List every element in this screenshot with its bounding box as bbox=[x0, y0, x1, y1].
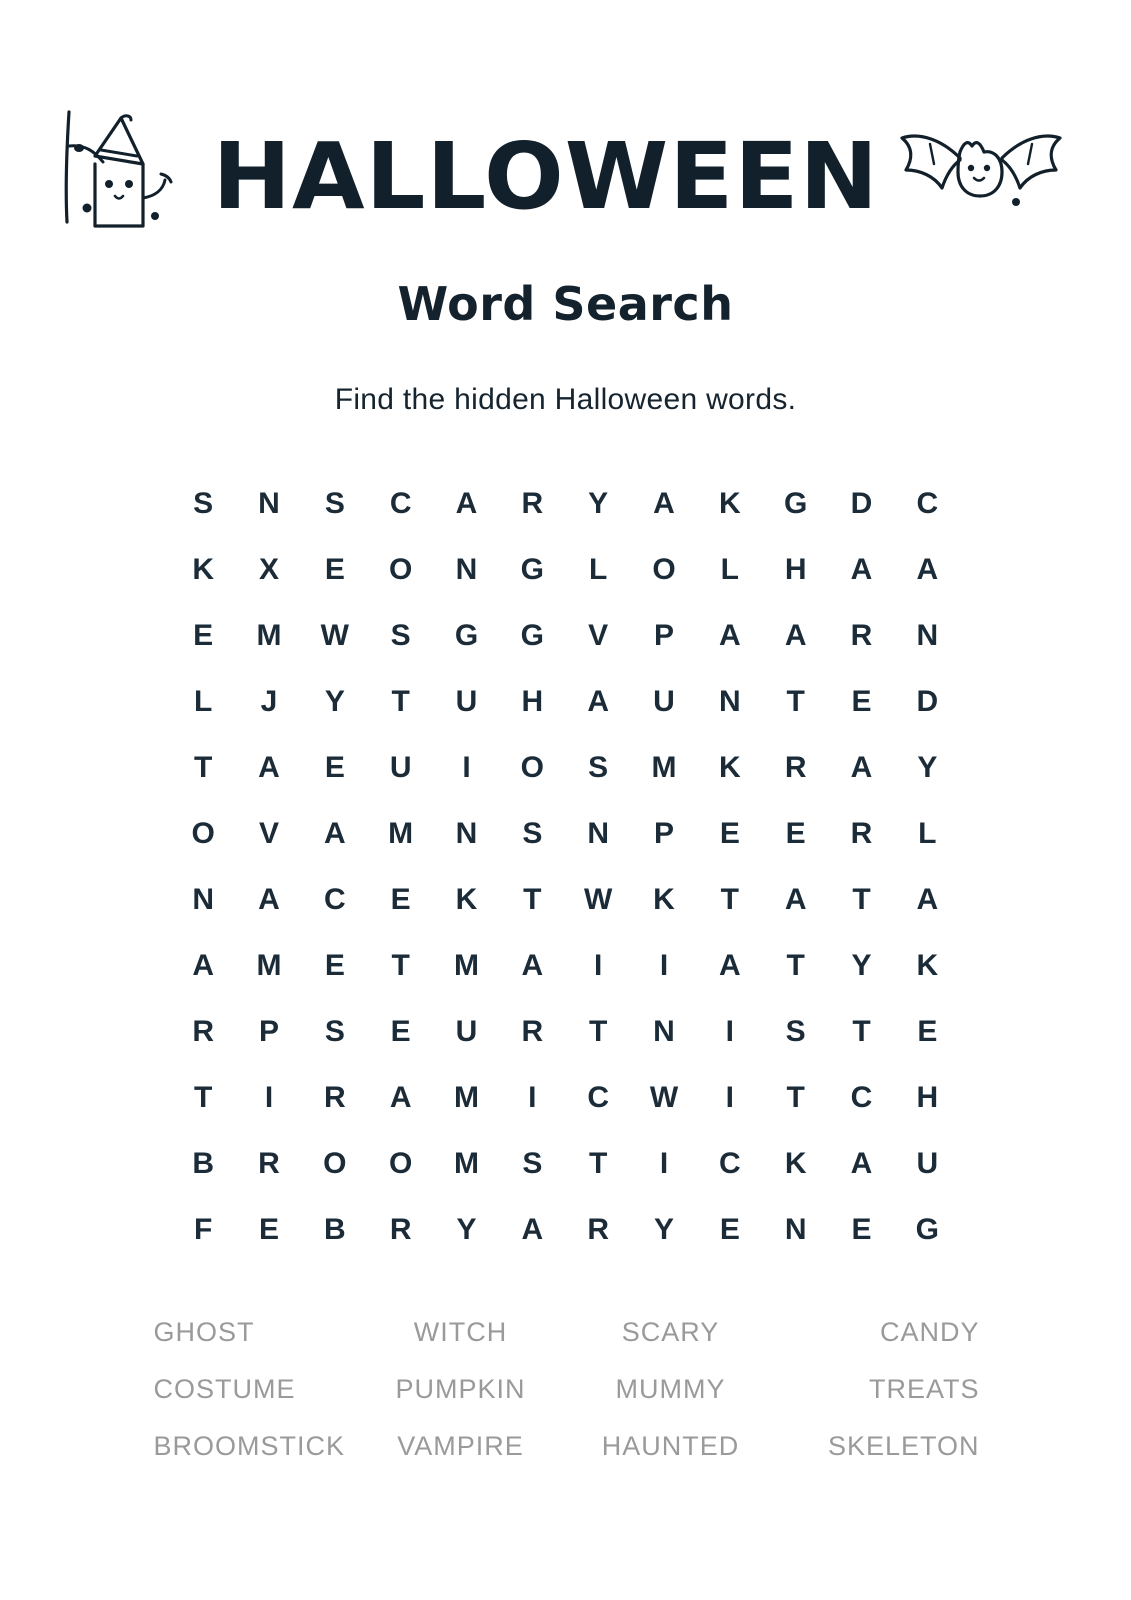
grid-cell: N bbox=[653, 1015, 676, 1048]
grid-cell: S bbox=[588, 751, 609, 784]
grid-row bbox=[171, 537, 961, 603]
grid-cell: W bbox=[649, 1081, 679, 1114]
grid-row bbox=[171, 1065, 961, 1131]
grid-cell: A bbox=[784, 883, 807, 916]
grid-cell: R bbox=[784, 751, 807, 784]
grid-cell: E bbox=[324, 751, 346, 784]
grid-cell: I bbox=[462, 751, 472, 784]
grid-row bbox=[171, 867, 961, 933]
grid-cell: M bbox=[453, 1081, 480, 1114]
grid-cell: Y bbox=[588, 487, 609, 520]
grid-cell: Y bbox=[851, 949, 872, 982]
grid-cell: R bbox=[850, 619, 873, 652]
word-list-item: WITCH bbox=[413, 1317, 508, 1347]
grid-cell: M bbox=[256, 619, 282, 652]
grid-cell: I bbox=[264, 1081, 274, 1114]
grid-cell: N bbox=[587, 817, 610, 850]
grid-cell: H bbox=[784, 553, 807, 586]
grid-cell: R bbox=[323, 1081, 347, 1114]
grid-cell: N bbox=[258, 487, 281, 520]
grid-cell: M bbox=[453, 949, 480, 982]
grid-cell: C bbox=[718, 1147, 742, 1180]
grid-cell: T bbox=[391, 949, 411, 982]
word-list-item: SCARY bbox=[621, 1317, 720, 1347]
grid-row bbox=[171, 603, 961, 669]
word-list-item: CANDY bbox=[879, 1317, 980, 1347]
grid-cell: I bbox=[659, 949, 669, 982]
grid-cell: S bbox=[522, 817, 543, 850]
grid-cell: I bbox=[725, 1015, 735, 1048]
grid-cell: T bbox=[852, 1015, 872, 1048]
grid-cell: W bbox=[584, 883, 613, 916]
grid-row bbox=[171, 1197, 961, 1263]
grid-cell: U bbox=[653, 685, 676, 718]
grid-cell: N bbox=[916, 619, 939, 652]
grid-cell: A bbox=[192, 949, 215, 982]
grid-cell: I bbox=[659, 1147, 669, 1180]
grid-cell: E bbox=[851, 1213, 872, 1246]
grid-cell: G bbox=[454, 619, 479, 652]
grid-cell: U bbox=[916, 1147, 939, 1180]
grid-cell: D bbox=[850, 487, 873, 520]
word-list-item: COSTUME bbox=[153, 1374, 296, 1404]
grid-cell: S bbox=[522, 1147, 543, 1180]
grid-cell: K bbox=[916, 949, 939, 982]
grid-cell: R bbox=[850, 817, 873, 850]
grid-cell: A bbox=[653, 487, 676, 520]
grid-cell: T bbox=[786, 685, 806, 718]
word-list-row bbox=[146, 1431, 986, 1462]
grid-cell: B bbox=[323, 1213, 347, 1246]
grid-cell: I bbox=[528, 1081, 537, 1114]
grid-cell: Y bbox=[456, 1213, 477, 1246]
grid-cell: J bbox=[260, 685, 278, 718]
grid-cell: V bbox=[258, 817, 280, 850]
grid-cell: M bbox=[388, 817, 414, 850]
grid-cell: A bbox=[521, 949, 544, 982]
grid-cell: A bbox=[850, 1147, 873, 1180]
grid-cell: E bbox=[390, 883, 412, 916]
grid-cell: G bbox=[915, 1213, 940, 1246]
grid-cell: E bbox=[390, 1015, 412, 1048]
word-list-item: PUMPKIN bbox=[395, 1374, 526, 1404]
grid-row bbox=[171, 999, 961, 1065]
grid-cell: T bbox=[391, 685, 411, 718]
page-title: HALLOWEEN bbox=[212, 122, 879, 230]
grid-cell: N bbox=[455, 817, 478, 850]
grid-cell: L bbox=[589, 553, 608, 586]
grid-cell: C bbox=[916, 487, 939, 520]
grid-cell: U bbox=[455, 685, 478, 718]
grid-cell: E bbox=[193, 619, 214, 652]
grid-cell: V bbox=[588, 619, 609, 652]
grid-cell: A bbox=[718, 949, 742, 982]
grid-cell: T bbox=[589, 1015, 608, 1048]
grid-cell: Y bbox=[324, 685, 346, 718]
grid-cell: G bbox=[520, 619, 545, 652]
grid-cell: M bbox=[453, 1147, 480, 1180]
grid-cell: N bbox=[455, 553, 478, 586]
word-list-row bbox=[146, 1374, 986, 1405]
grid-cell: H bbox=[916, 1081, 939, 1114]
grid-cell: C bbox=[389, 487, 412, 520]
grid-cell: O bbox=[323, 1147, 347, 1180]
grid-cell: S bbox=[785, 1015, 807, 1048]
grid-cell: N bbox=[784, 1213, 807, 1246]
grid-cell: E bbox=[324, 553, 346, 586]
grid-cell: O bbox=[652, 553, 677, 586]
grid-cell: L bbox=[194, 685, 213, 718]
grid-cell: T bbox=[523, 883, 542, 916]
grid-cell: Y bbox=[917, 751, 938, 784]
grid-cell: W bbox=[320, 619, 350, 652]
word-list-item: MUMMY bbox=[615, 1374, 726, 1404]
page-header bbox=[0, 0, 1131, 249]
grid-cell: A bbox=[850, 751, 873, 784]
grid-cell: T bbox=[194, 1081, 213, 1114]
grid-cell: H bbox=[521, 685, 544, 718]
grid-row bbox=[171, 735, 961, 801]
word-list-item: BROOMSTICK bbox=[153, 1431, 346, 1461]
grid-cell: A bbox=[784, 619, 807, 652]
word-list-item: VAMPIRE bbox=[397, 1431, 524, 1461]
grid-cell: A bbox=[323, 817, 347, 850]
word-list-item: GHOST bbox=[153, 1317, 255, 1347]
grid-cell: R bbox=[521, 487, 544, 520]
grid-cell: E bbox=[719, 817, 741, 850]
grid-cell: R bbox=[521, 1015, 544, 1048]
grid-cell: A bbox=[389, 1081, 412, 1114]
grid-cell: R bbox=[192, 1015, 215, 1048]
grid-cell: T bbox=[786, 949, 806, 982]
grid-cell: K bbox=[455, 883, 478, 916]
grid-cell: O bbox=[388, 553, 413, 586]
grid-cell: M bbox=[651, 751, 677, 784]
grid-cell: G bbox=[520, 553, 545, 586]
grid-cell: O bbox=[520, 751, 545, 784]
grid-cell: P bbox=[653, 817, 675, 850]
grid-cell: A bbox=[258, 883, 281, 916]
grid-cell: L bbox=[720, 553, 740, 586]
instruction-text: Find the hidden Halloween words. bbox=[334, 383, 797, 416]
word-list-item: TREATS bbox=[868, 1374, 980, 1404]
grid-cell: F bbox=[194, 1213, 213, 1246]
grid-cell: M bbox=[256, 949, 282, 982]
grid-cell: E bbox=[785, 817, 807, 850]
grid-cell: A bbox=[916, 883, 939, 916]
grid-cell: I bbox=[725, 1081, 735, 1114]
grid-cell: R bbox=[258, 1147, 281, 1180]
grid-cell: R bbox=[389, 1213, 412, 1246]
grid-cell: O bbox=[388, 1147, 413, 1180]
grid-cell: K bbox=[784, 1147, 807, 1180]
bat-icon bbox=[890, 114, 1080, 239]
grid-cell: A bbox=[521, 1213, 544, 1246]
word-list-row bbox=[146, 1317, 986, 1348]
grid-row bbox=[171, 669, 961, 735]
grid-cell: T bbox=[852, 883, 872, 916]
grid-row bbox=[171, 1131, 961, 1197]
grid-cell: K bbox=[653, 883, 676, 916]
grid-cell: D bbox=[916, 685, 939, 718]
grid-cell: P bbox=[653, 619, 675, 652]
grid-cell: I bbox=[593, 949, 603, 982]
grid-cell: A bbox=[718, 619, 742, 652]
grid-cell: N bbox=[718, 685, 742, 718]
grid-row bbox=[171, 933, 961, 999]
grid-cell: L bbox=[918, 817, 937, 850]
word-list-item: SKELETON bbox=[827, 1431, 980, 1461]
grid-cell: N bbox=[192, 883, 215, 916]
grid-cell: A bbox=[455, 487, 478, 520]
witch-cat-icon bbox=[51, 104, 201, 249]
grid-cell: K bbox=[718, 751, 742, 784]
grid-cell: U bbox=[455, 1015, 478, 1048]
grid-cell: E bbox=[324, 949, 346, 982]
grid-cell: T bbox=[786, 1081, 806, 1114]
grid-cell: C bbox=[587, 1081, 610, 1114]
grid-cell: U bbox=[389, 751, 412, 784]
grid-cell: E bbox=[851, 685, 872, 718]
grid-cell: G bbox=[783, 487, 808, 520]
grid-cell: Y bbox=[653, 1213, 675, 1246]
grid-cell: E bbox=[719, 1213, 741, 1246]
grid-row bbox=[171, 801, 961, 867]
grid-cell: R bbox=[587, 1213, 610, 1246]
grid-cell: T bbox=[194, 751, 213, 784]
grid-cell: T bbox=[589, 1147, 608, 1180]
grid-cell: T bbox=[720, 883, 740, 916]
grid-cell: X bbox=[258, 553, 280, 586]
grid-cell: C bbox=[850, 1081, 873, 1114]
grid-row bbox=[171, 471, 961, 537]
grid-cell: K bbox=[718, 487, 742, 520]
grid-cell: C bbox=[323, 883, 347, 916]
word-search-grid bbox=[171, 471, 961, 1263]
grid-cell: S bbox=[390, 619, 412, 652]
grid-cell: A bbox=[258, 751, 281, 784]
grid-cell: A bbox=[850, 553, 873, 586]
grid-cell: A bbox=[587, 685, 610, 718]
grid-cell: E bbox=[258, 1213, 280, 1246]
word-list-item: HAUNTED bbox=[601, 1431, 740, 1461]
grid-cell: P bbox=[258, 1015, 280, 1048]
grid-cell: K bbox=[192, 553, 215, 586]
grid-cell: S bbox=[324, 1015, 346, 1048]
grid-cell: A bbox=[916, 553, 939, 586]
grid-cell: S bbox=[193, 487, 214, 520]
word-list bbox=[146, 1317, 986, 1462]
grid-cell: O bbox=[191, 817, 216, 850]
grid-cell: S bbox=[324, 487, 346, 520]
page-subtitle: Word Search bbox=[397, 277, 734, 331]
grid-cell: E bbox=[917, 1015, 938, 1048]
grid-cell: B bbox=[192, 1147, 215, 1180]
